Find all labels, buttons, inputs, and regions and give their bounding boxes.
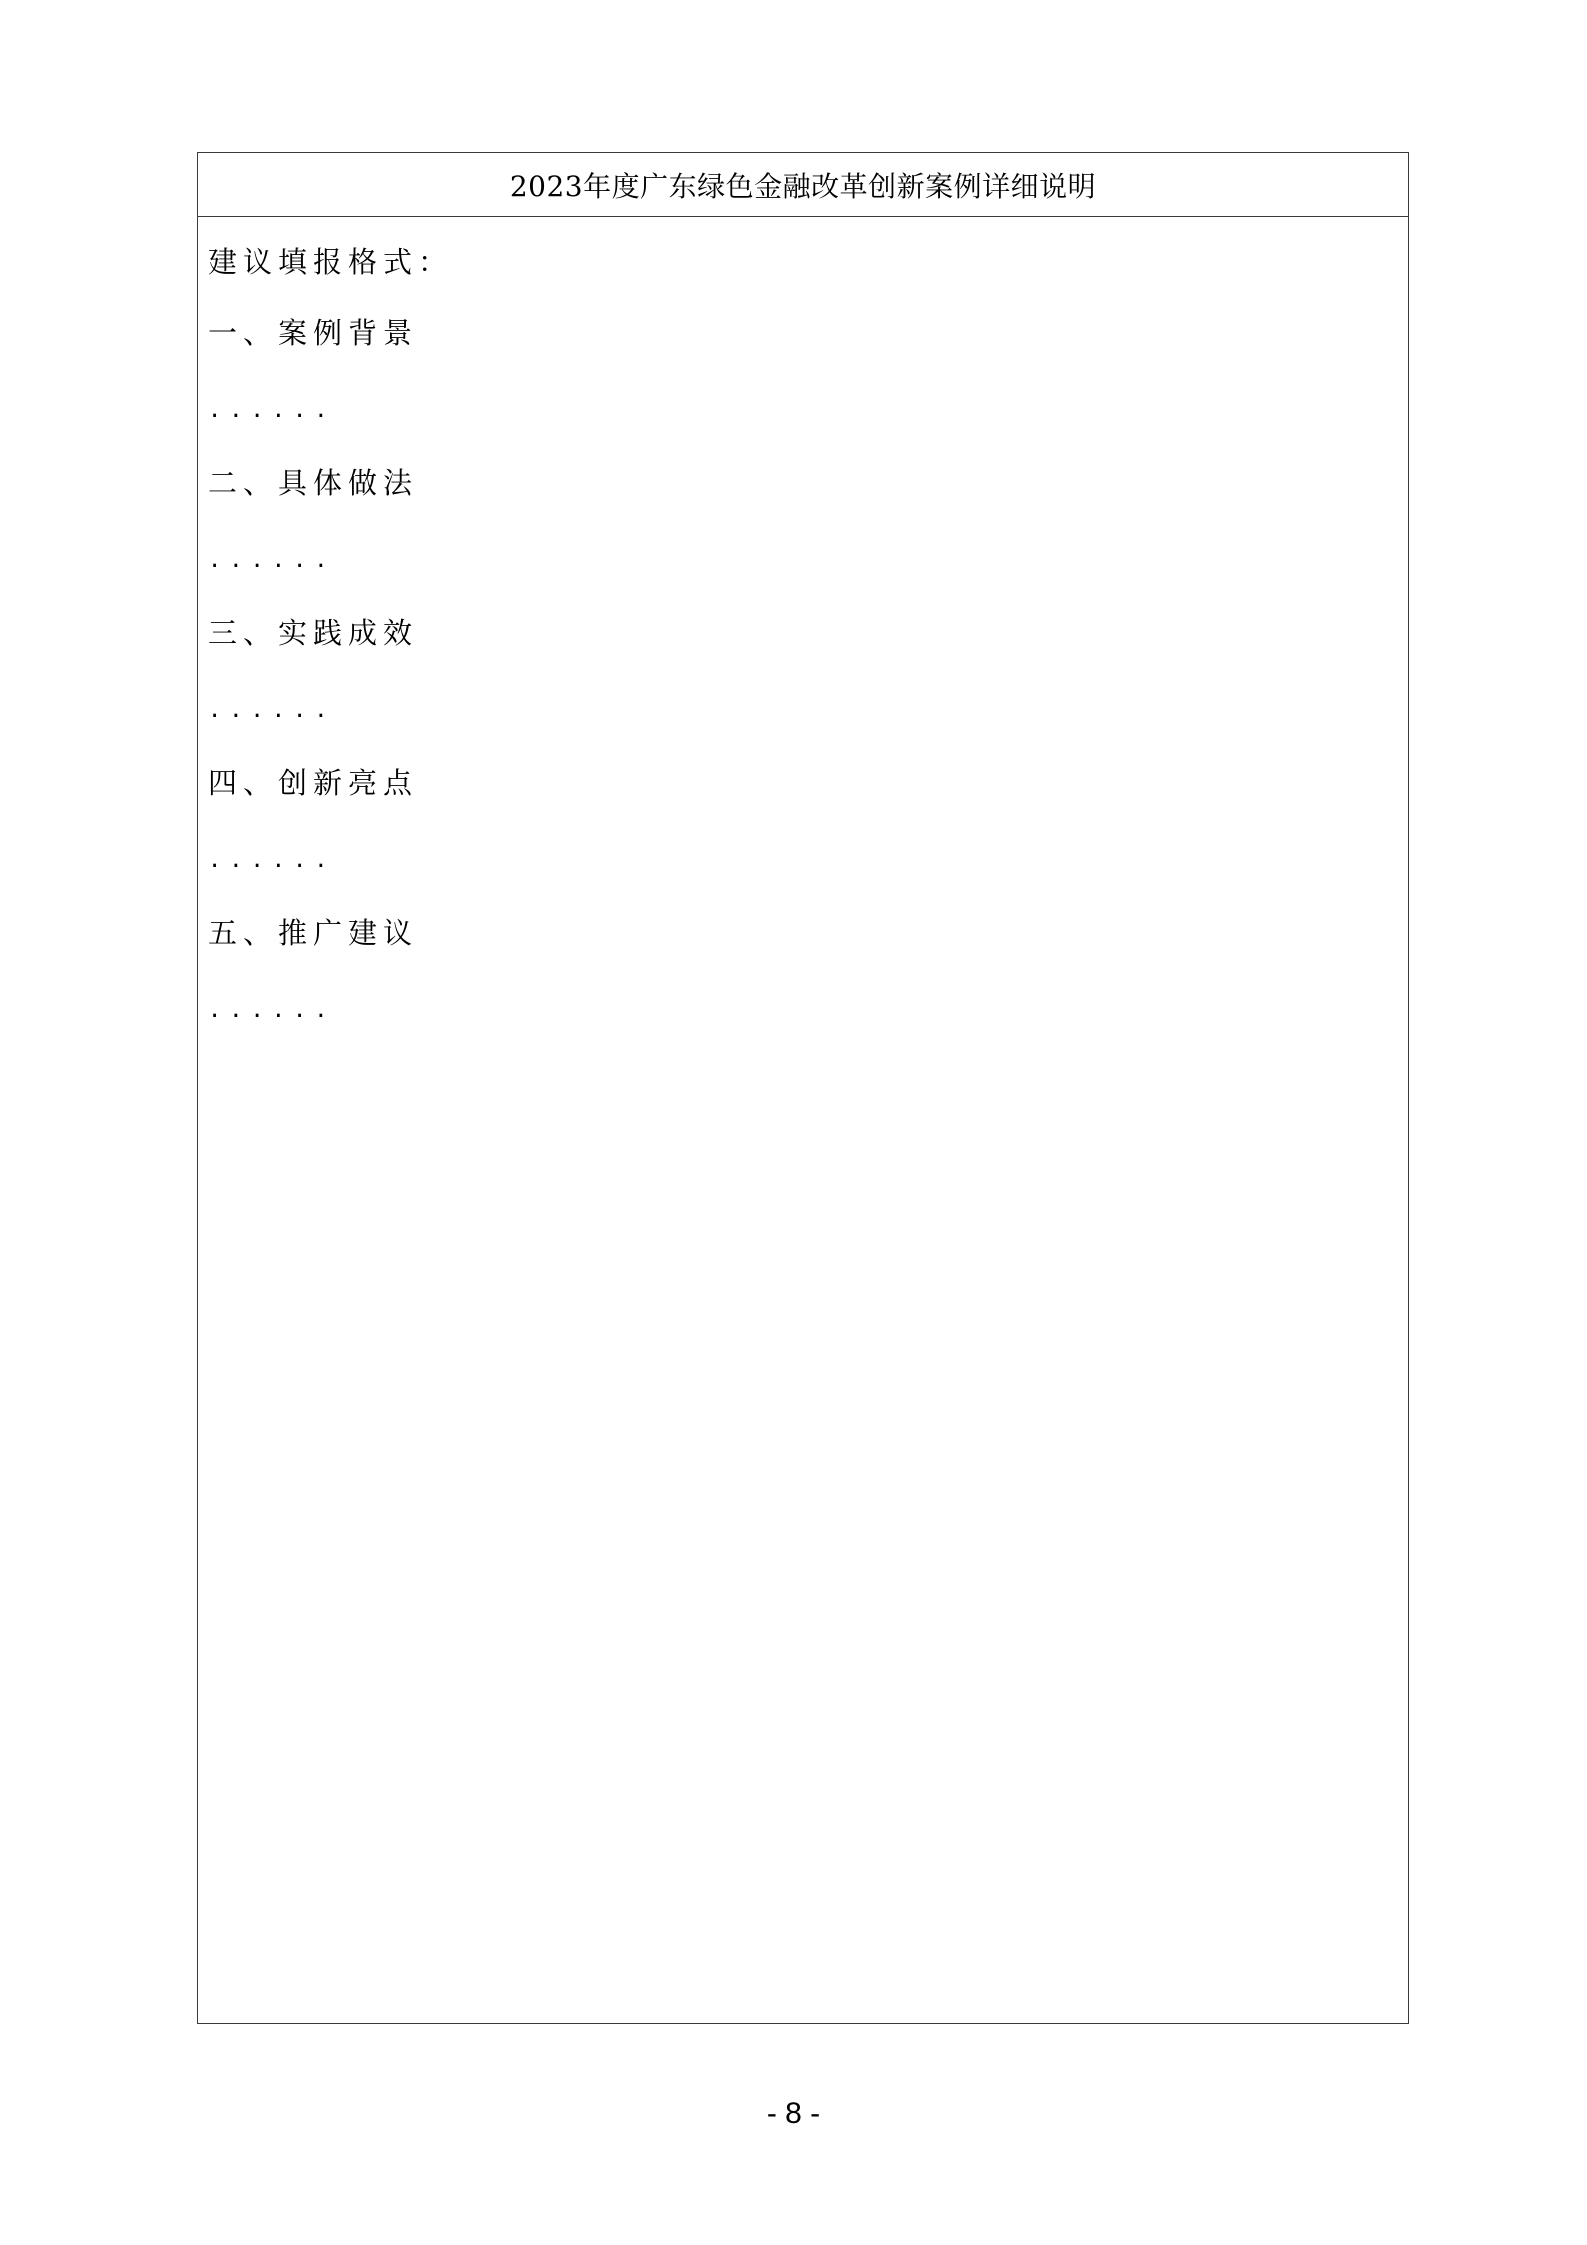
section-placeholder-highlights: ......	[208, 848, 336, 873]
format-intro: 建议填报格式：	[208, 245, 454, 279]
section-placeholder-practice: ......	[208, 548, 336, 573]
section-heading-results: 三、实践成效	[208, 616, 419, 650]
case-description-table	[197, 152, 1409, 2024]
page-number: - 8 -	[766, 2097, 821, 2130]
section-heading-highlights: 四、创新亮点	[208, 766, 419, 800]
section-heading-promotion: 五、推广建议	[208, 916, 419, 950]
section-heading-practice: 二、具体做法	[208, 466, 419, 500]
section-placeholder-promotion: ......	[208, 998, 336, 1023]
section-heading-background: 一、案例背景	[208, 316, 419, 350]
table-body	[198, 217, 1408, 1064]
section-placeholder-results: ......	[208, 698, 336, 723]
table-title: 2023年度广东绿色金融改革创新案例详细说明	[198, 153, 1408, 217]
section-placeholder-background: ......	[208, 398, 336, 423]
